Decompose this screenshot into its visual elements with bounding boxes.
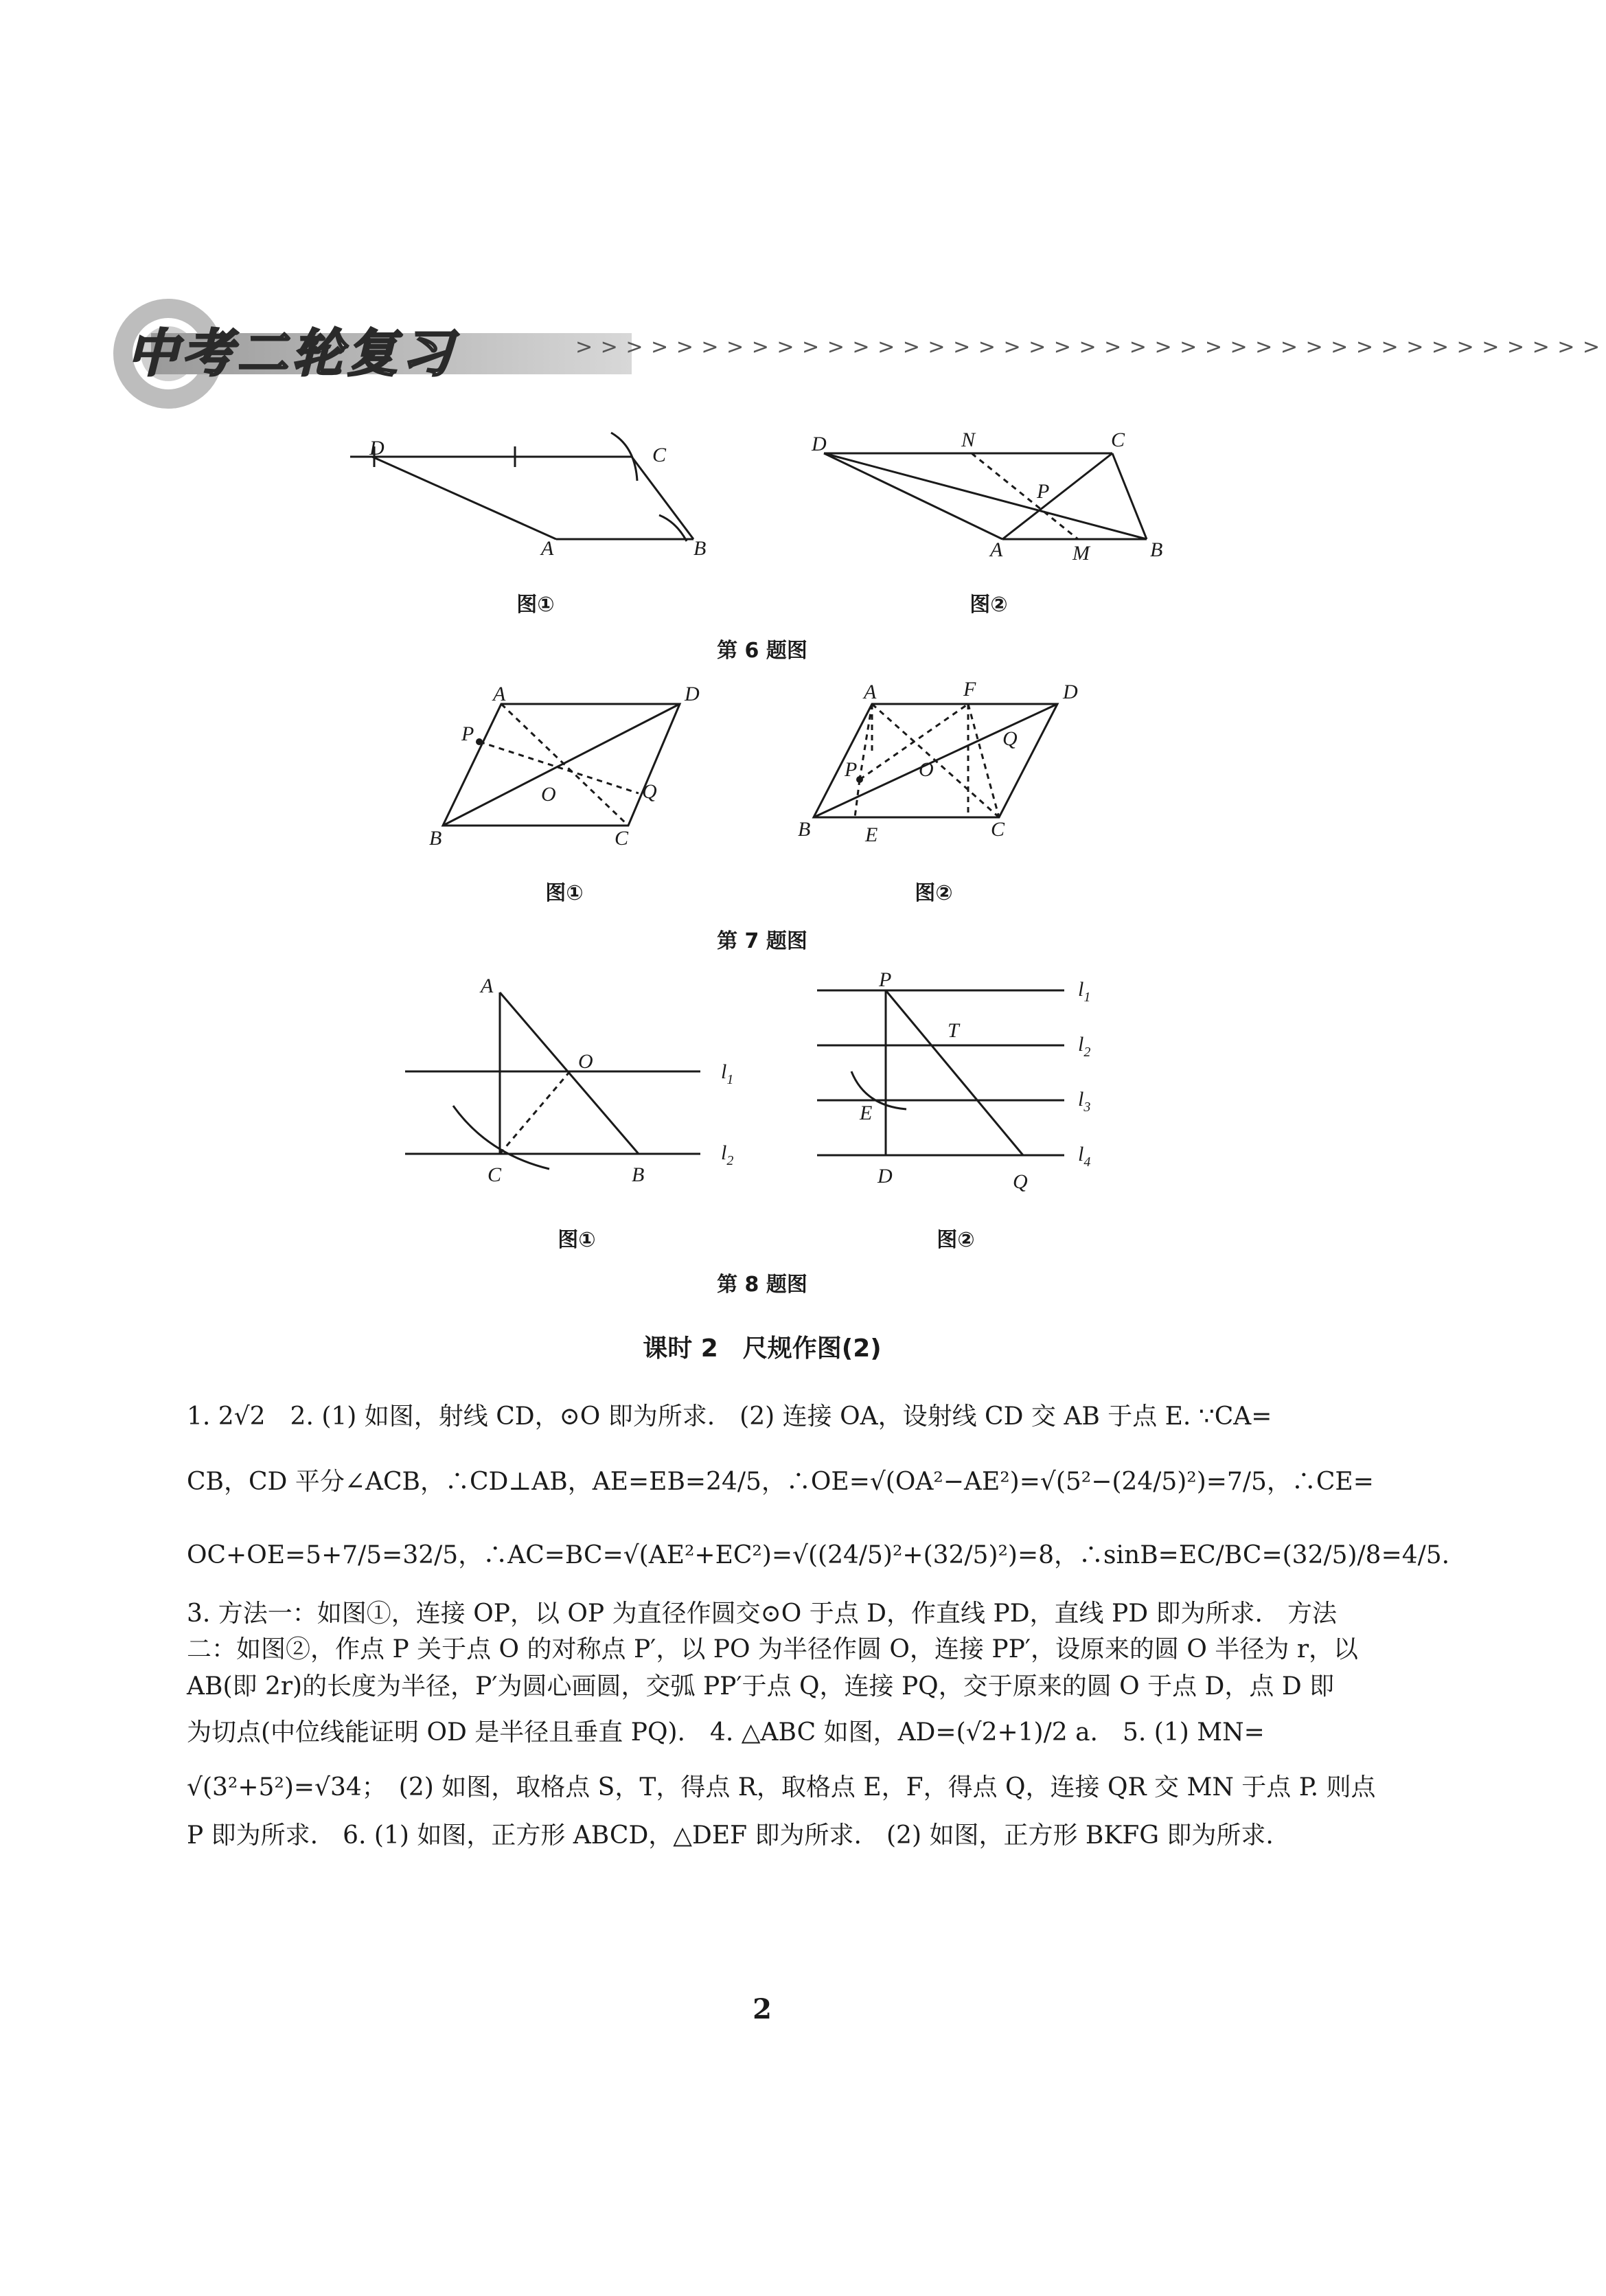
- fig8-1-label-l1: $l_1$: [721, 1060, 734, 1087]
- fig6-2-label-P: P: [1037, 480, 1050, 503]
- answer-line-4: 3. 方法一：如图①，连接 OP，以 OP 为直径作圆交⊙O 于点 D，作直线 PD，直线 PD 即为所求. 方法: [187, 1600, 1337, 1628]
- fig6-sub1-caption: 图①: [516, 593, 555, 617]
- fig8-diagram-2: [810, 962, 1112, 1202]
- fig8-2-label-P: P: [879, 968, 892, 991]
- fig7-2-label-F: F: [963, 678, 976, 701]
- fig7-1-label-A: A: [493, 683, 506, 705]
- fig7-sub1-caption: 图①: [545, 881, 584, 905]
- fig6-1-label-C: C: [652, 444, 667, 466]
- fig7-1-label-C: C: [615, 827, 629, 850]
- fig6-1-label-B: B: [693, 537, 707, 560]
- fig6-2-label-B: B: [1150, 538, 1163, 561]
- fig8-2-label-T: T: [948, 1019, 959, 1042]
- answer-line-5: 二：如图②，作点 P 关于点 O 的对称点 P′，以 PO 为半径作圆 O，连接 PP′，设原来的圆 O 半径为 r，以: [187, 1635, 1359, 1663]
- fig8-2-label-D: D: [877, 1165, 893, 1187]
- fig8-caption: 第 8 题图: [717, 1273, 807, 1297]
- answer-line-1: 1. 2√2 2. (1) 如图，射线 CD，⊙O 即为所求. (2) 连接 OA，设射线 CD 交 AB 于点 E. ∵CA=: [187, 1402, 1272, 1431]
- fig6-sub2-caption: 图②: [970, 593, 1008, 617]
- answer-line-6: AB(即 2r)的长度为半径，P′为圆心画圆，交弧 PP′于点 Q，连接 PQ，交于原来的圆 O 于点 D，点 D 即: [187, 1672, 1335, 1701]
- fig7-2-label-E: E: [865, 823, 878, 846]
- fig7-2-label-B: B: [798, 818, 811, 841]
- fig8-2-label-l3: $l_3$: [1078, 1088, 1091, 1115]
- fig7-2-label-D: D: [1063, 681, 1078, 703]
- fig8-2-label-l4: $l_4$: [1078, 1143, 1091, 1170]
- header-arrows: > > > > > > > > > > > > > > > > > > > > > > > > > > > > > > > > > > > > > > > > >: [575, 335, 1601, 359]
- fig7-diagram-2: [796, 670, 1112, 855]
- fig6-2-label-M: M: [1072, 542, 1090, 565]
- fig6-diagram-1: [330, 419, 742, 577]
- answers-block: [187, 1384, 1450, 1856]
- fig7-2-label-C: C: [991, 818, 1005, 841]
- fig6-diagram-2: [803, 419, 1188, 577]
- fig8-2-label-Q: Q: [1013, 1170, 1028, 1193]
- fig7-sub2-caption: 图②: [915, 881, 953, 905]
- fig8-2-label-E: E: [860, 1102, 873, 1124]
- fig6-1-label-D: D: [369, 437, 385, 459]
- fig7-1-label-O: O: [541, 783, 556, 806]
- fig6-caption: 第 6 题图: [717, 639, 807, 663]
- answer-line-9: P 即为所求. 6. (1) 如图，正方形 ABCD，△DEF 即为所求. (2) 如图，正方形 BKFG 即为所求.: [187, 1821, 1274, 1850]
- fig8-2-label-l1: $l_1$: [1078, 978, 1091, 1005]
- answer-line-2: CB，CD 平分∠ACB，∴CD⊥AB，AE=EB=24/5，∴OE=√(OA²−AE²)=√(5²−(24/5)²)=7/5，∴CE=: [187, 1468, 1374, 1496]
- answer-line-7: 为切点(中位线能证明 OD 是半径且垂直 PQ). 4. △ABC 如图，AD=(√2+1)/2 a. 5. (1) MN=: [187, 1718, 1265, 1747]
- fig7-1-label-P: P: [461, 723, 474, 745]
- fig8-2-label-l2: $l_2$: [1078, 1033, 1091, 1060]
- fig7-1-label-Q: Q: [642, 780, 657, 803]
- fig7-2-label-O: O: [919, 758, 934, 781]
- section-title: 课时 2 尺规作图(2): [643, 1334, 882, 1363]
- fig6-2-label-A: A: [990, 538, 1003, 561]
- fig8-1-label-l2: $l_2$: [721, 1141, 734, 1168]
- fig8-sub2-caption: 图②: [937, 1228, 975, 1252]
- fig7-2-label-A: A: [864, 681, 877, 703]
- fig8-1-label-A: A: [481, 975, 494, 997]
- fig7-2-label-Q: Q: [1002, 727, 1018, 750]
- fig6-2-label-N: N: [961, 429, 976, 451]
- answer-line-3: OC+OE=5+7/5=32/5，∴AC=BC=√(AE²+EC²)=√((24/5)²+(32/5)²)=8，∴sinB=EC/BC=(32/5)/8=4/5.: [187, 1541, 1450, 1569]
- fig8-1-label-O: O: [578, 1050, 593, 1073]
- fig7-diagram-1: [412, 680, 742, 859]
- fig7-2-label-P: P: [845, 758, 858, 781]
- fig7-1-label-D: D: [685, 683, 700, 705]
- fig8-sub1-caption: 图①: [558, 1228, 596, 1252]
- fig6-2-label-D: D: [812, 433, 827, 455]
- header-title: 中考二轮复习: [127, 324, 457, 383]
- page-number: 2: [753, 1993, 772, 2025]
- fig8-diagram-1: [398, 968, 769, 1202]
- answer-line-8: √(3²+5²)=√34； (2) 如图，取格点 S，T，得点 R，取格点 E，F，得点 Q，连接 QR 交 MN 于点 P. 则点: [187, 1773, 1376, 1801]
- fig7-1-label-B: B: [429, 827, 442, 850]
- fig7-caption: 第 7 题图: [717, 929, 807, 953]
- fig6-2-label-C: C: [1111, 429, 1125, 451]
- fig8-1-label-C: C: [487, 1163, 502, 1186]
- fig6-1-label-A: A: [541, 537, 554, 560]
- fig8-1-label-B: B: [632, 1163, 645, 1186]
